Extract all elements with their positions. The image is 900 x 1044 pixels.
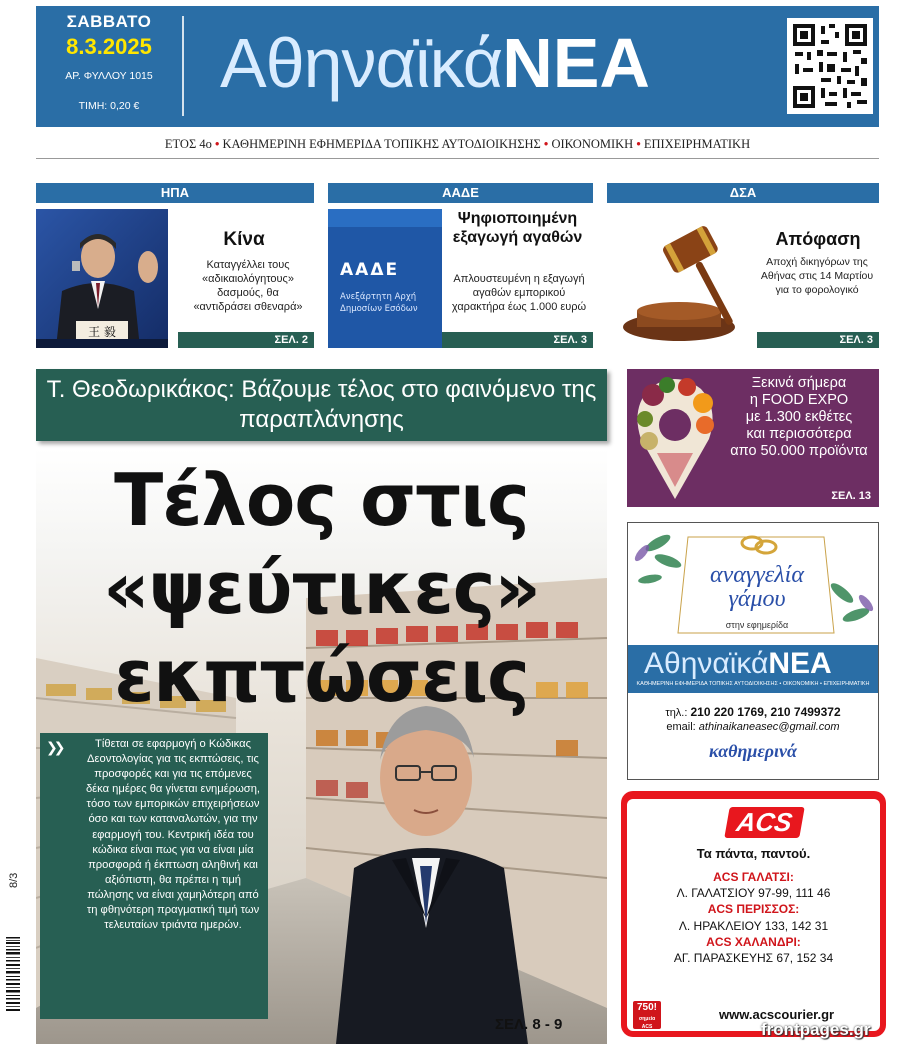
wedding-subtitle: στην εφημερίδα xyxy=(725,620,789,630)
svg-text:Δημοσίων Εσόδων: Δημοσίων Εσόδων xyxy=(340,304,418,314)
wedding-phones xyxy=(628,705,878,719)
acs-logo: ACS xyxy=(724,807,804,838)
masthead-rule xyxy=(36,158,879,159)
tagline-daily: ΚΑΘΗΜΕΡΙΝΗ ΕΦΗΜΕΡΙΔΑ ΤΟΠΙΚΗΣ ΑΥΤΟΔΙΟΙΚΗΣΗΣ xyxy=(222,137,541,151)
branch-address: ΑΓ. ΠΑΡΑΣΚΕΥΗΣ 67, 152 34 xyxy=(673,951,834,966)
barcode-icon xyxy=(4,935,30,1015)
story-summary: Αποχή δικηγόρων της Αθήνας στις 14 Μαρτίου για το φορολογικό xyxy=(760,256,874,296)
aade-logo-image xyxy=(328,209,442,348)
story-summary: Καταγγέλλει τους «αδικαιολόγητους» δασμούς, θα «αντιδράσει σθεναρά» xyxy=(193,259,303,313)
story-headline: Απόφαση xyxy=(775,229,861,249)
main-body-box xyxy=(40,733,268,1019)
phone-label: τηλ.: xyxy=(665,707,688,719)
gavel-icon xyxy=(607,209,757,348)
wedding-logo-sub: ΚΑΘΗΜΕΡΙΝΗ ΕΦΗΜΕΡΙΔΑ ΤΟΠΙΚΗΣ ΑΥΤΟΔΙΟΙΚΗΣΗΣ • ΟΙΚΟΝΟΜΙΚΗ • ΕΠΙΧΕΙΡΗΜΑΤΙΚΗ xyxy=(636,681,870,687)
food-line: και περισσότερα xyxy=(746,426,852,442)
food-line: Ξεκινά σήμερα xyxy=(751,375,847,391)
wedding-logo-bar xyxy=(628,645,878,693)
story-aade[interactable] xyxy=(328,183,593,348)
acs-branch-list xyxy=(627,869,880,966)
side-date-code: 8/3 xyxy=(8,872,20,888)
branch-name: ACS ΓΑΛΑΤΣΙ: xyxy=(713,870,794,884)
weekday: ΣΑΒΒΑΤΟ xyxy=(66,12,152,31)
email-address[interactable]: athinaikaneasec@gmail.com xyxy=(698,721,840,733)
story-page-ref: ΣΕΛ. 2 xyxy=(178,332,314,348)
wedding-email xyxy=(628,721,878,733)
wedding-ad[interactable] xyxy=(627,522,879,780)
story-page-ref: ΣΕΛ. 3 xyxy=(757,332,879,348)
story-page-ref: ΣΕΛ. 3 xyxy=(442,332,593,348)
story-dsa[interactable] xyxy=(607,183,879,348)
issue-number: ΑΡ. ΦΥΛΛΟΥ 1015 xyxy=(65,70,153,82)
phone-numbers[interactable]: 210 220 1769, 210 7499372 xyxy=(690,705,841,719)
food-expo-text xyxy=(723,375,875,460)
wedding-logo xyxy=(644,647,832,681)
story-summary: Απλουστευμένη η εξαγωγή αγαθών εμπορικού χαρακτήρα έως 1.000 ευρώ xyxy=(451,273,587,313)
qr-code-icon xyxy=(787,18,873,114)
food-pin-icon xyxy=(627,369,723,507)
branch-address: Λ. ΗΡΑΚΛΕΙΟΥ 133, 142 31 xyxy=(678,918,829,933)
acs-url[interactable]: www.acscourier.gr xyxy=(719,1007,835,1022)
aade-logo-text: ΑΑΔΕ xyxy=(340,260,400,280)
title-bold: ΝΕΑ xyxy=(502,24,650,102)
svg-text:Ανεξάρτητη Αρχή: Ανεξάρτητη Αρχή xyxy=(340,292,417,302)
story-usa-china[interactable] xyxy=(36,183,314,348)
story-section-tag: ΗΠΑ xyxy=(36,183,314,203)
wedding-title-line: γάμου xyxy=(728,586,786,612)
acs-inner xyxy=(627,799,880,1031)
tagline-business: ΕΠΙΧΕΙΡΗΜΑΤΙΚΗ xyxy=(643,137,751,151)
double-chevron-icon: ❯❯ xyxy=(46,739,62,755)
email-label: email: xyxy=(666,721,696,733)
badge-sub: σημεία ACS xyxy=(638,1016,656,1030)
wedding-daily: καθημερινά xyxy=(709,741,797,761)
story-headline: Κίνα xyxy=(223,229,265,250)
date-block xyxy=(36,6,182,127)
headline-line-2: «ψεύτικες» xyxy=(103,546,540,630)
title-light: Αθηναϊκά xyxy=(220,24,503,102)
logo-bold: ΝΕΑ xyxy=(768,647,832,680)
main-body-text: Τίθεται σε εφαρμογή ο Κώδικας Δεοντολογίας για τις εκπτώσεις, τις προσφορές και για τις επόμενες δέκα ημέρες θα γίνεται ενημέρωση, τόσο των εμπορικών επιχειρήσεων όσο και των καταναλωτών, για την εφαρμογή του. Κεντρική ιδέα του κώδικα είναι πως για να είναι μία προσφορά ή έκπτωση αληθινή και αξιόπιστη, θα πρέπει η τιμή πώλησης να είναι χαμηλότερη από τη φθηνότερη πραγματική τιμή των τελευταίων τριάντα ημερών. xyxy=(85,738,261,932)
branch-address: Λ. ΓΑΛΑΤΣΙΟΥ 97-99, 111 46 xyxy=(676,886,831,901)
issue-date: 8.3.2025 xyxy=(66,34,152,59)
wang-yi-photo xyxy=(36,209,168,348)
food-expo-box[interactable] xyxy=(627,369,879,507)
headline-line-1: Τέλος στις xyxy=(114,458,529,542)
newspaper-title xyxy=(220,18,650,108)
wedding-title-line: αναγγελία xyxy=(710,562,804,588)
story-section-tag: ΑΑΔΕ xyxy=(328,183,593,203)
main-headline[interactable] xyxy=(36,456,607,720)
tagline: ΕΤΟΣ 4ο • ΚΑΘΗΜΕΡΙΝΗ ΕΦΗΜΕΡΙΔΑ ΤΟΠΙΚΗΣ ΑΥΤΟΔΙΟΙΚΗΣΗΣ • ΟΙΚΟΝΟΜΙΚΗ • ΕΠΙΧΕΙΡΗΜΑΤΙΚΗ xyxy=(164,137,751,151)
food-page-ref: ΣΕΛ. 13 xyxy=(831,490,871,502)
masthead-divider xyxy=(182,16,184,116)
story-section-tag: ΔΣΑ xyxy=(607,183,879,203)
main-kicker: Τ. Θεοδωρικάκος: Βάζουμε τέλος στο φαινόμενο της παραπλάνησης xyxy=(36,369,607,441)
story-headline: Ψηφιοποιημένη εξαγωγή αγαθών xyxy=(452,210,583,246)
tagline-economic: ΟΙΚΟΝΟΜΙΚΗ xyxy=(551,137,634,151)
masthead xyxy=(36,6,879,127)
tagline-year: ΕΤΟΣ 4ο xyxy=(164,137,212,151)
food-line: η FOOD EXPO xyxy=(749,392,849,408)
acs-points-badge xyxy=(633,1001,661,1029)
main-page-ref: ΣΕΛ. 8 - 9 xyxy=(495,1016,563,1033)
food-line: απο 50.000 προϊόντα xyxy=(730,443,868,459)
source-watermark: frontpages.gr xyxy=(761,1020,871,1039)
nameplate: 王 毅 xyxy=(88,325,116,339)
food-line: με 1.300 εκθέτες xyxy=(745,409,853,425)
branch-name: ACS ΠΕΡΙΣΣΟΣ: xyxy=(707,902,800,917)
logo-light: Αθηναϊκά xyxy=(644,647,769,680)
price: ΤΙΜΗ: 0,20 € xyxy=(78,100,140,112)
headline-line-3: εκπτώσεις xyxy=(114,634,529,718)
wedding-title xyxy=(692,563,822,611)
branch-name: ACS ΧΑΛΑΝΔΡΙ: xyxy=(706,934,801,949)
badge-number: 750! xyxy=(636,1002,657,1013)
acs-slogan: Τα πάντα, παντού. xyxy=(696,846,811,861)
acs-ad[interactable] xyxy=(621,791,886,1037)
